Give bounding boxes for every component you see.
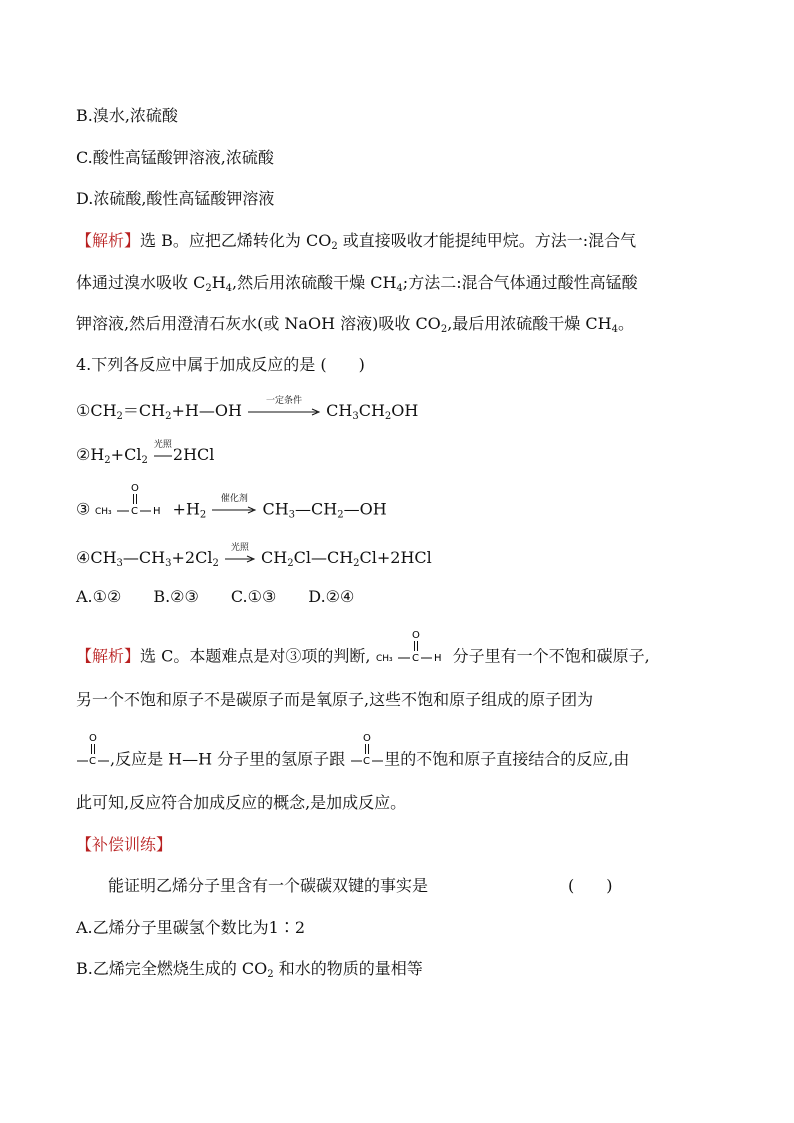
subscript: 4 xyxy=(611,324,618,335)
text: 体通过溴水吸收 C xyxy=(76,273,206,292)
acetaldehyde-structure xyxy=(95,481,167,521)
subscript: 2 xyxy=(212,558,219,569)
text: Cl+2HCl xyxy=(359,548,432,567)
struct-c: C xyxy=(89,756,96,767)
text: Cl—CH xyxy=(293,548,354,567)
condition-label: 催化剂 xyxy=(220,494,248,504)
text: H xyxy=(211,273,226,292)
text: CH xyxy=(262,499,289,519)
struct-c: C xyxy=(411,653,419,664)
option-b: B.溴水,浓硫酸 xyxy=(76,106,178,125)
text: +H—OH xyxy=(171,401,242,420)
solution-3-line-3 xyxy=(76,314,634,340)
subscript: 4 xyxy=(225,283,233,294)
text: 和水的物质的量相等 xyxy=(273,959,423,978)
subscript: 3 xyxy=(288,509,296,521)
struct-o: O xyxy=(363,733,372,744)
condition-label: 光照 xyxy=(230,542,249,553)
text: 选 C。本题难点是对③项的判断, xyxy=(140,646,371,666)
subscript: 3 xyxy=(116,558,123,569)
subscript: 2 xyxy=(104,455,111,466)
condition-label: 一定条件 xyxy=(266,395,303,406)
subscript: 2 xyxy=(199,509,207,521)
solution-3-line-2 xyxy=(76,273,638,299)
text: ①CH xyxy=(76,401,117,420)
option-c: C.酸性高锰酸钾溶液,浓硫酸 xyxy=(76,148,274,167)
carbonyl-group xyxy=(76,731,110,771)
struct-o: O xyxy=(89,733,97,744)
text: ,最后用浓硫酸干燥 CH xyxy=(447,314,612,333)
text: +2Cl xyxy=(171,548,213,567)
question-4-options: A.①② B.②③ C.①③ D.②④ xyxy=(76,587,355,606)
extra-option-b xyxy=(76,959,423,985)
text: 2HCl xyxy=(172,445,215,464)
struct-ch3: CH₃ xyxy=(95,507,113,517)
text: —CH xyxy=(295,499,338,519)
text: CH xyxy=(326,401,353,420)
text: 里的不饱和原子直接结合的反应,由 xyxy=(384,749,630,769)
solution-4-line-2: 另一个不饱和原子不是碳原子而是氧原子,这些不饱和原子组成的原子团为 xyxy=(76,690,594,709)
extra-question-stem: 能证明乙烯分子里含有一个碳碳双键的事实是 xyxy=(108,876,429,895)
condition-label: 光照 xyxy=(153,439,172,450)
text: ,反应是 H—H 分子里的氢原子跟 xyxy=(110,749,346,769)
text: ＝CH xyxy=(122,401,166,420)
text: B.乙烯完全燃烧生成的 CO xyxy=(76,959,268,978)
struct-c: C xyxy=(363,756,371,767)
text: —OH xyxy=(343,499,387,519)
question-4-stem: 4.下列各反应中属于加成反应的是 ( ) xyxy=(76,355,365,374)
reaction-2 xyxy=(76,439,215,471)
subscript: 2 xyxy=(331,241,338,252)
subscript: 2 xyxy=(337,509,344,521)
text: ③ xyxy=(76,499,91,519)
struct-o: O xyxy=(131,483,140,494)
reaction-arrow xyxy=(224,542,256,563)
subscript: 3 xyxy=(352,411,359,422)
struct-o: O xyxy=(411,630,420,641)
text: OH xyxy=(391,401,419,420)
text: +Cl xyxy=(110,445,142,464)
analysis-tag: 【解析】 xyxy=(76,231,141,250)
text: —CH xyxy=(122,548,166,567)
subscript: 2 xyxy=(440,324,448,335)
text: 选 B。应把乙烯转化为 CO xyxy=(140,231,332,250)
text: +H xyxy=(172,499,200,519)
subscript: 2 xyxy=(141,455,148,466)
subscript: 2 xyxy=(205,283,212,294)
extra-option-a: A.乙烯分子里碳氢个数比为1∶2 xyxy=(76,918,306,937)
acetaldehyde-structure xyxy=(376,628,448,668)
struct-h: H xyxy=(153,506,161,517)
subscript: 3 xyxy=(165,558,172,569)
text: CH xyxy=(261,548,288,567)
subscript: 2 xyxy=(353,558,360,569)
extra-training-tag xyxy=(76,835,172,855)
subscript: 2 xyxy=(165,411,172,422)
struct-h: H xyxy=(433,653,442,664)
solution-4-line-3 xyxy=(76,733,630,771)
reaction-arrow xyxy=(247,395,321,416)
text: 【补偿训练】 xyxy=(76,835,173,854)
reaction-arrow xyxy=(211,494,257,514)
struct-ch3: CH₃ xyxy=(375,654,393,664)
solution-4-line-4: 此可知,反应符合加成反应的概念,是加成反应。 xyxy=(76,793,407,812)
reaction-4 xyxy=(76,542,432,574)
subscript: 2 xyxy=(116,411,123,422)
solution-3-line-1 xyxy=(76,231,636,257)
text: ,然后用浓硫酸干燥 CH xyxy=(232,273,397,292)
solution-4-line-1 xyxy=(76,630,650,668)
struct-c: C xyxy=(131,506,139,517)
text: 。 xyxy=(617,314,634,333)
text: 或直接吸收才能提纯甲烷。方法一:混合气 xyxy=(337,231,637,250)
analysis-tag: 【解析】 xyxy=(76,646,141,666)
subscript: 2 xyxy=(384,411,392,422)
reaction-3 xyxy=(76,483,387,526)
text: ②H xyxy=(76,445,105,464)
extra-question-paren: ( ) xyxy=(568,876,613,895)
text: 分子里有一个不饱和碳原子, xyxy=(452,646,650,666)
reaction-arrow xyxy=(153,439,173,460)
text: ;方法二:混合气体通过酸性高锰酸 xyxy=(402,273,638,292)
text: CH xyxy=(358,401,385,420)
text: ④CH xyxy=(76,548,117,567)
text: 钾溶液,然后用澄清石灰水(或 NaOH 溶液)吸收 CO xyxy=(76,314,441,333)
option-d: D.浓硫酸,酸性高锰酸钾溶液 xyxy=(76,189,275,208)
subscript: 4 xyxy=(396,283,403,294)
subscript: 2 xyxy=(267,969,274,980)
carbonyl-group xyxy=(350,731,384,771)
subscript: 2 xyxy=(287,558,294,569)
reaction-1 xyxy=(76,395,419,427)
